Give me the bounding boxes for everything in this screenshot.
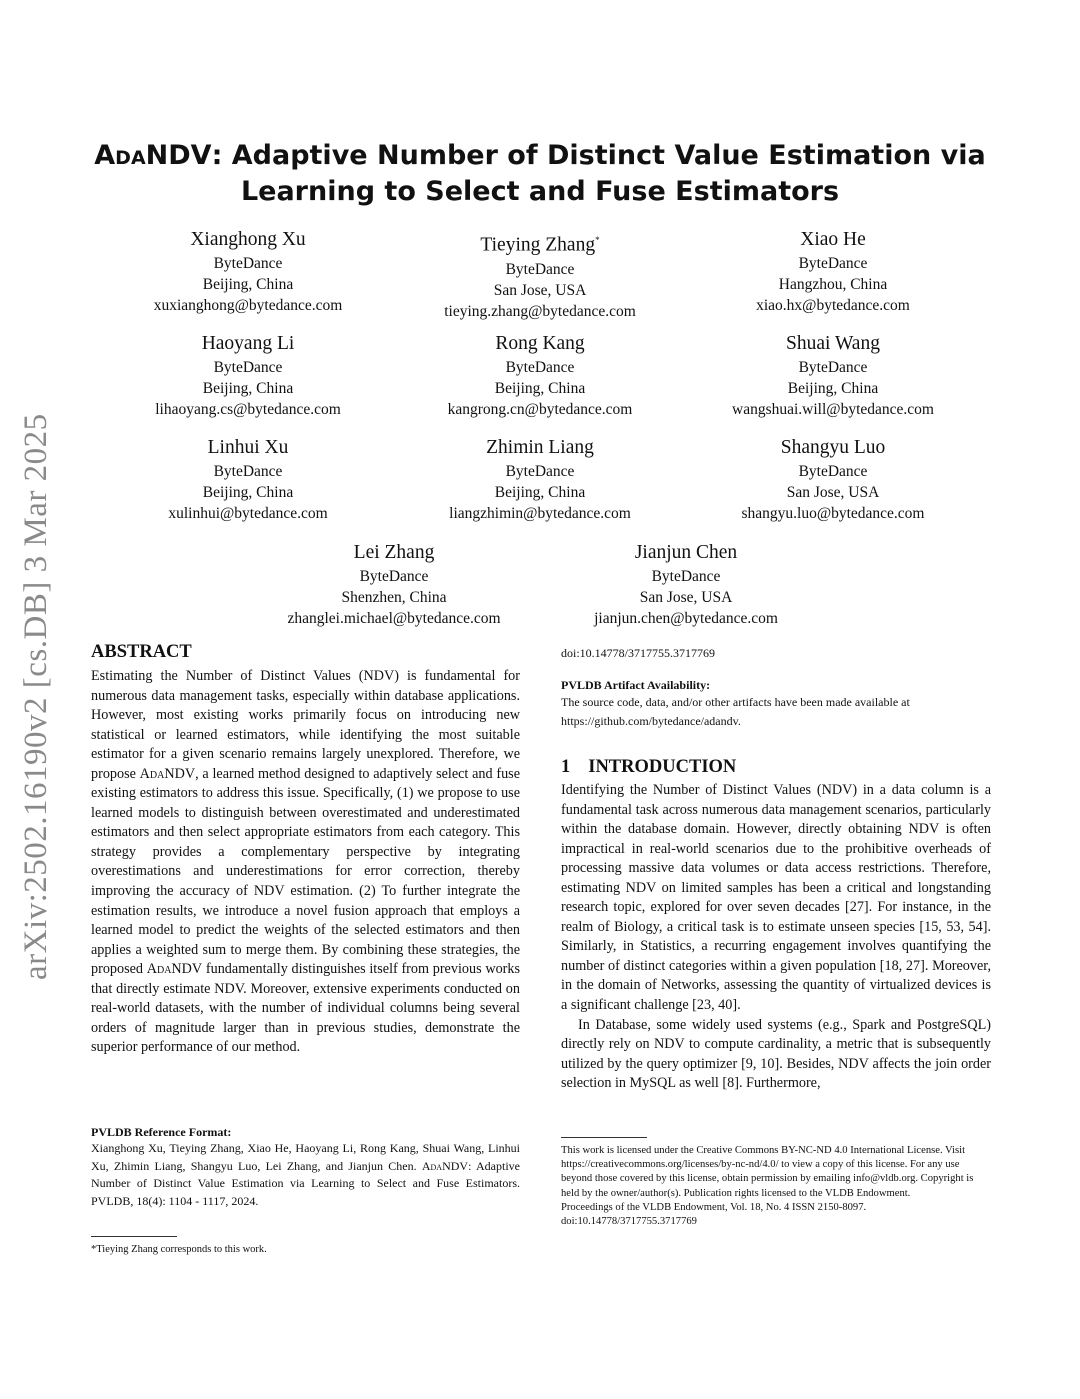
- footnote-divider: [91, 1236, 177, 1237]
- author-block: [683, 331, 983, 420]
- author-org: ByteDance: [798, 463, 868, 480]
- author-location: San Jose, USA: [786, 484, 880, 501]
- author-email: xulinhui@bytedance.com: [168, 505, 328, 522]
- author-name: Xianghong Xu: [190, 229, 306, 250]
- intro-paragraph: Identifying the Number of Distinct Values (NDV) in a data column is a fundamental task across numerous data management scenarios, particularly within the database domain. However, directly obtaining NDV is often impractical in real-world scenarios due to the prohibitive overheads of processing massive data volumes or data access restrictions. Therefore, estimating NDV on limited samples has been a critical and longstanding research topic, explored for over seven decades [27]. For instance, in the realm of Biology, a critical task is to estimate unseen species [15, 53, 54]. Similarly, in Statistics, a recurring engagement involves quantifying the number of distinct categories within a given population [18, 27]. Moreover, in the domain of Networks, assessing the quantity of virtualized devices is a significant challenge [23, 40].: [561, 782, 991, 1014]
- author-name: Lei Zhang: [353, 542, 435, 563]
- author-org: ByteDance: [798, 359, 868, 376]
- author-name: Haoyang Li: [201, 333, 295, 354]
- paper-title: [60, 138, 1020, 210]
- author-email: xiao.hx@bytedance.com: [756, 297, 910, 314]
- author-block: [98, 227, 398, 316]
- author-location: Beijing, China: [494, 484, 586, 501]
- author-email: tieying.zhang@bytedance.com: [444, 302, 636, 320]
- author-name: Shangyu Luo: [780, 437, 886, 458]
- reference-heading: PVLDB Reference Format:: [91, 1125, 232, 1139]
- license-block: [561, 1144, 991, 1229]
- author-email: liangzhimin@bytedance.com: [449, 505, 631, 522]
- author-location: Beijing, China: [202, 276, 294, 293]
- author-name: Linhui Xu: [207, 437, 289, 458]
- author-email: xuxianghong@bytedance.com: [153, 297, 343, 314]
- intro-paragraph: In Database, some widely used systems (e.g., Spark and PostgreSQL) directly rely on NDV to compute cardinality, a metric that is subsequently utilized by the query optimizer [9, 10]. Besides, NDV affects the join order selection in MySQL as well [8]. Furthermore,: [561, 1016, 991, 1092]
- author-location: Hangzhou, China: [778, 276, 888, 293]
- author-block: [98, 331, 398, 420]
- author-name: Shuai Wang: [786, 333, 880, 354]
- author-org: ByteDance: [651, 568, 721, 585]
- title-line2: Learning to Select and Fuse Estimators: [240, 176, 840, 207]
- artifact-availability: [561, 678, 991, 731]
- intro-heading: 1 INTRODUCTION: [561, 757, 737, 777]
- license-text: This work is licensed under the Creative Commons BY-NC-ND 4.0 International License. Visit https://creativecommons.org/licenses/by-nc-nd/4.0/ to view a copy of this license. For any use beyond those covered by this license, obtain permission by emailing info@vldb.org. Copyright is held by the owner/author(s). Publication rights licensed to the VLDB Endowment.: [561, 1145, 974, 1199]
- author-org: ByteDance: [213, 255, 283, 272]
- reference-text: Xianghong Xu, Tieying Zhang, Xiao He, Haoyang Li, Rong Kang, Shuai Wang, Linhui Xu, Zhimin Liang, Shangyu Luo, Lei Zhang, and Jianjun Chen. AdaNDV: Adaptive Number of Distinct Value Estimation via Learning to Select and Fuse Estimators. PVLDB, 18(4): 1104 - 1117, 2024.: [91, 1141, 520, 1208]
- license-divider: [561, 1137, 647, 1138]
- author-footnote-mark: *: [595, 235, 600, 245]
- author-name: Zhimin Liang: [486, 437, 594, 458]
- author-block: [98, 435, 398, 524]
- author-block: [244, 540, 544, 629]
- author-email: lihaoyang.cs@bytedance.com: [155, 401, 341, 418]
- author-location: San Jose, USA: [639, 589, 733, 606]
- author-block: [390, 331, 690, 420]
- author-org: ByteDance: [213, 463, 283, 480]
- license-doi: doi:10.14778/3717755.3717769: [561, 1216, 697, 1228]
- title-system-name: AdaNDV: [94, 140, 212, 171]
- author-block: [683, 435, 983, 524]
- author-name: Rong Kang: [495, 333, 585, 354]
- author-block: [536, 540, 836, 629]
- author-location: Beijing, China: [787, 380, 879, 397]
- author-org: ByteDance: [798, 255, 868, 272]
- author-location: Beijing, China: [202, 380, 294, 397]
- author-email: kangrong.cn@bytedance.com: [447, 401, 633, 418]
- author-name: Tieying Zhang: [480, 234, 596, 256]
- author-org: ByteDance: [213, 359, 283, 376]
- author-name: Xiao He: [800, 229, 866, 250]
- abstract-heading: ABSTRACT: [91, 642, 192, 662]
- title-line1: : Adaptive Number of Distinct Value Estimation via: [211, 140, 986, 171]
- arxiv-sidebar-stamp: arXiv:2502.16190v2 [cs.DB] 3 Mar 2025: [18, 413, 54, 980]
- author-block: [390, 227, 690, 322]
- author-email: jianjun.chen@bytedance.com: [594, 610, 778, 627]
- author-email: wangshuai.will@bytedance.com: [732, 401, 934, 418]
- author-block: [683, 227, 983, 316]
- author-org: ByteDance: [505, 359, 575, 376]
- author-org: ByteDance: [359, 568, 429, 585]
- author-email: zhanglei.michael@bytedance.com: [287, 610, 501, 627]
- doi-top: doi:10.14778/3717755.3717769: [561, 646, 716, 660]
- author-org: ByteDance: [505, 463, 575, 480]
- abstract-body: Estimating the Number of Distinct Values (NDV) is fundamental for numerous data management tasks, especially within database applications. However, most existing works primarily focus on introducing new statistical or learned estimators, while identifying the most suitable estimator for a given scenario remains largely unexplored. Therefore, we propose AdaNDV, a learned method designed to adaptively select and fuse existing estimators to address this issue. Specifically, (1) we propose to use learned models to distinguish between overestimated and underestimated estimators and then select appropriate estimators from each category. This strategy provides a complementary perspective by integrating overestimations and underestimations for error correction, thereby improving the accuracy of NDV estimation. (2) To further integrate the estimation results, we introduce a novel fusion approach that employs a learned model to predict the weights of the selected estimators and then applies a weighted sum to merge them. By combining these strategies, the proposed AdaNDV fundamentally distinguishes itself from previous works that directly estimate NDV. Moreover, extensive experiments conducted on real-world datasets, with the number of individual columns being several orders of magnitude larger than in previous studies, demonstrate the superior performance of our method.: [91, 668, 520, 1056]
- system-name: AdaNDV: [139, 765, 196, 782]
- author-location: San Jose, USA: [493, 281, 587, 299]
- author-email: shangyu.luo@bytedance.com: [741, 505, 925, 522]
- intro-body: [561, 781, 991, 1094]
- author-block: [390, 435, 690, 524]
- artifact-heading: PVLDB Artifact Availability:: [561, 678, 711, 692]
- author-location: Beijing, China: [202, 484, 294, 501]
- proceedings-text: Proceedings of the VLDB Endowment, Vol. 18, No. 4 ISSN 2150-8097.: [561, 1201, 867, 1213]
- author-org: ByteDance: [505, 260, 575, 278]
- artifact-text: The source code, data, and/or other artifacts have been made available at https://github.com/bytedance/adandv.: [561, 695, 910, 728]
- author-location: Beijing, China: [494, 380, 586, 397]
- system-name: AdaNDV: [146, 961, 203, 978]
- footnote-corresponding: *Tieying Zhang corresponds to this work.: [91, 1244, 267, 1255]
- author-name: Jianjun Chen: [634, 542, 738, 563]
- reference-format: [91, 1125, 520, 1210]
- author-location: Shenzhen, China: [341, 589, 447, 606]
